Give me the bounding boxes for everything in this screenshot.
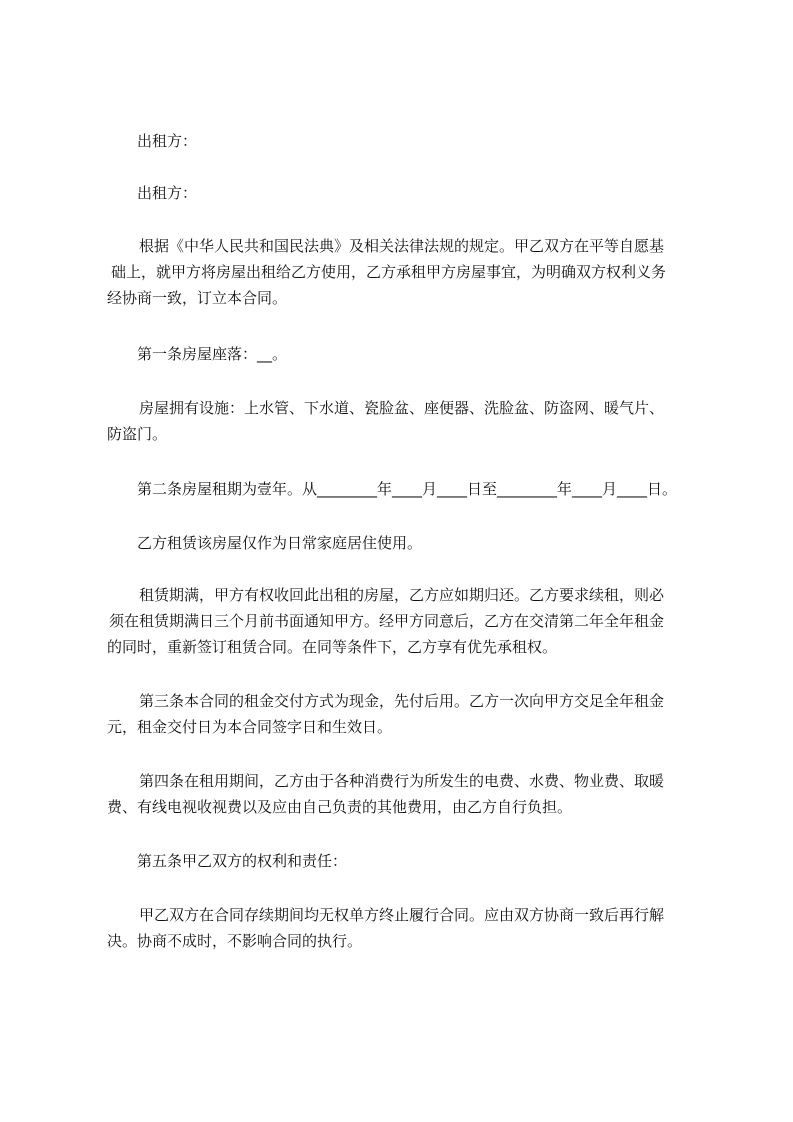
article-1-location: 第一条房屋座落：__。 bbox=[137, 345, 288, 363]
article-3-payment bbox=[107, 688, 709, 740]
renewal-line-2: 须在租赁期满日三个月前书面通知甲方。经甲方同意后，乙方在交清第二年全年租金 bbox=[109, 612, 665, 630]
payment-line-2: 元，租金交付日为本合同签字日和生效日。 bbox=[107, 718, 393, 736]
termination-line-1: 甲乙双方在合同存续期间均无权单方终止履行合同。应由双方协商一致后再行解 bbox=[139, 906, 665, 924]
facilities-paragraph bbox=[107, 395, 709, 447]
expenses-line-2: 费、有线电视收视费以及应由自己负责的其他费用，由乙方自行负担。 bbox=[107, 798, 573, 816]
payment-line-1: 第三条本合同的租金交付方式为现金，先付后用。乙方一次向甲方交足全年租金 bbox=[139, 692, 665, 710]
expenses-line-1: 第四条在租用期间，乙方由于各种消费行为所发生的电费、水费、物业费、取暖 bbox=[139, 772, 665, 790]
lessor-label-repeat: 出租方： bbox=[137, 184, 198, 202]
facilities-line-1: 房屋拥有设施：上水管、下水道、瓷脸盆、座便器、洗脸盆、防盗网、暖气片、 bbox=[139, 399, 665, 417]
renewal-line-3: 的同时，重新签订租赁合同。在同等条件下，乙方享有优先承租权。 bbox=[107, 638, 558, 656]
termination-line-2: 决。协商不成时，不影响合同的执行。 bbox=[107, 932, 363, 950]
preamble-line-1: 根据《中华人民共和国民法典》及相关法律法规的规定。甲乙双方在平等自愿基 bbox=[139, 237, 665, 255]
residential-use-clause: 乙方租赁该房屋仅作为日常家庭居住使用。 bbox=[137, 534, 423, 552]
renewal-line-1: 租赁期满，甲方有权收回此出租的房屋，乙方应如期归还。乙方要求续租，则必 bbox=[139, 586, 665, 604]
article-2-term: 第二条房屋租期为壹年。从________年____月____日至________年____月____日。 bbox=[137, 480, 678, 498]
termination-paragraph bbox=[107, 902, 709, 954]
preamble-line-2: 础上，就甲方将房屋出租给乙方使用，乙方承租甲方房屋事宜，为明确双方权利义务 bbox=[111, 263, 667, 281]
facilities-line-2: 防盗门。 bbox=[107, 425, 168, 443]
article-5-rights-heading: 第五条甲乙双方的权利和责任： bbox=[137, 852, 348, 870]
lessor-label: 出租方： bbox=[137, 132, 198, 150]
preamble-line-3: 经协商一致，订立本合同。 bbox=[107, 289, 288, 307]
preamble-paragraph bbox=[107, 233, 709, 311]
renewal-paragraph bbox=[107, 582, 709, 660]
article-4-expenses bbox=[107, 768, 709, 820]
